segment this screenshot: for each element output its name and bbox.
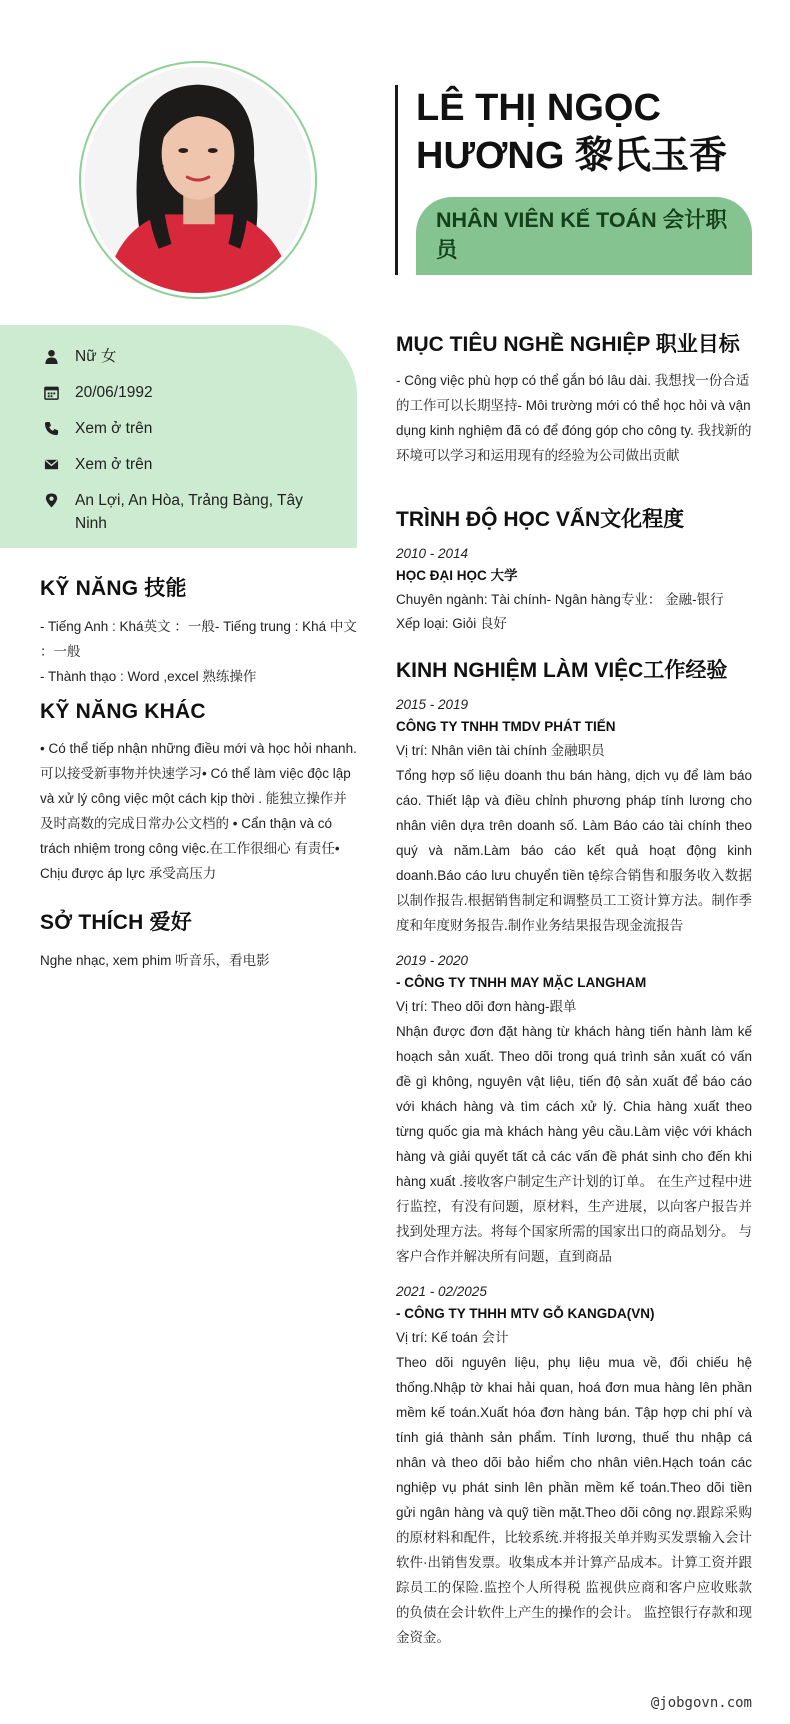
job-company: - CÔNG TY TNHH MAY MẶC LANGHAM bbox=[396, 975, 647, 990]
education-section bbox=[396, 503, 752, 636]
job-position: Vị trí: Nhân viên tài chính 金融职员 bbox=[396, 743, 605, 758]
contact-gender: Nữ 女 bbox=[44, 345, 357, 368]
education-heading: TRÌNH ĐỘ HỌC VẤN文化程度 bbox=[396, 508, 685, 531]
job-company: - CÔNG TY THHH MTV GỖ KANGDA(VN) bbox=[396, 1306, 655, 1321]
person-icon bbox=[44, 345, 64, 368]
contact-phone: Xem ở trên bbox=[44, 417, 357, 440]
mail-icon bbox=[44, 453, 64, 476]
contact-birthdate: 20/06/1992 bbox=[44, 381, 357, 404]
contact-email: Xem ở trên bbox=[44, 453, 357, 476]
experience-section bbox=[396, 654, 752, 1650]
hobbies-heading: SỞ THÍCH 爱好 bbox=[40, 911, 192, 934]
location-pin-icon bbox=[44, 489, 64, 512]
job-entry bbox=[396, 694, 752, 938]
objective-text: - Công việc phù hợp có thể gắn bó lâu dài. 我想找一份合适的工作可以长期坚持- Môi trường mới có thể học hỏi và vận dụng kinh nghiệm đã có để đóng góp cho công ty. 我找新的环境可以学习和运用现有的经验为公司做出贡献 bbox=[396, 373, 752, 463]
avatar bbox=[85, 67, 311, 293]
skills-section bbox=[40, 572, 360, 689]
watermark: @jobgovn.com bbox=[650, 1695, 752, 1711]
job-description: Theo dõi nguyên liệu, phụ liệu mua về, đối chiếu hệ thống.Nhập tờ khai hải quan, hoá đơn mua hàng lên phần mềm kế toán.Xuất hóa đơn hàng bán. Tập hợp chi phí và tính giá thành sản phẩm. Tính lương, thuế thu nhập cá nhân và theo dõi bảo hiểm cho nhân viên.Hạch toán các nghiệp vụ phát sinh lên phần mềm kế toán.Theo dõi tiền gửi ngân hàng và quỹ tiền mặt.Theo dõi công nợ.跟踪采购的原材料和配件，比较系统.并将报关单并购买发票输入会计软件·出销售发票。收集成本并计算产品成本。计算工资并跟踪员工的保险.监控个人所得税 监视供应商和客户应收账款的负债在会计软件上产生的操作的会计。 监控银行存款和现金资金。 bbox=[396, 1355, 752, 1645]
job-company: CÔNG TY TNHH TMDV PHÁT TIẾN bbox=[396, 719, 616, 734]
calendar-icon bbox=[44, 381, 64, 404]
other-skills-text: • Có thể tiếp nhận những điều mới và học hỏi nhanh. 可以接受新事物并快速学习• Có thể làm việc độc lập và xử lý công việc một cách kịp thời . 能独立操作并及时高数的完成日常办公文档的 • Cẩn thận và có trách nhiệm trong công việc.在工作很细心 有责任• Chịu được áp lực 承受高压力 bbox=[40, 741, 357, 881]
job-entry bbox=[396, 950, 752, 1269]
job-description: Tổng hợp số liệu doanh thu bán hàng, dịch vụ để làm báo cáo. Thiết lập và điều chỉnh phương pháp tính lương cho nhân viên dựa trên doanh số. Làm Báo cáo tài chính theo quý và năm.Làm báo cáo kết quả hoạt động kinh doanh.Báo cáo lưu chuyển tiền tệ综合销售和服务收入数据以制作报告.根据销售制定和调整员工工资计算方法。制作季度和年度财务报告.制作业务结果报告现金流报告 bbox=[396, 768, 752, 933]
skills-line: - Tiếng Anh : Khá英文 ：一般- Tiếng trung : Khá 中文 ：一般 bbox=[40, 619, 357, 659]
education-major: Chuyên ngành: Tài chính- Ngân hàng专业： 金融-银行 bbox=[396, 592, 724, 607]
job-date: 2021 - 02/2025 bbox=[396, 1284, 487, 1299]
contact-panel bbox=[0, 325, 357, 548]
candidate-name: LÊ THỊ NGỌC HƯƠNG 黎氏玉香 bbox=[416, 87, 727, 177]
hobbies-text: Nghe nhạc, xem phim 听音乐，看电影 bbox=[40, 953, 270, 968]
contact-address: An Lợi, An Hòa, Trảng Bàng, Tây Ninh bbox=[44, 489, 357, 535]
objective-heading: MỤC TIÊU NGHỀ NGHIỆP 职业目标 bbox=[396, 333, 740, 356]
skills-heading: KỸ NĂNG 技能 bbox=[40, 577, 187, 600]
objective-section bbox=[396, 328, 752, 468]
experience-heading: KINH NGHIỆM LÀM VIỆC工作经验 bbox=[396, 659, 728, 682]
job-title: NHÂN VIÊN KẾ TOÁN 会计职员 bbox=[416, 197, 752, 275]
header-divider bbox=[395, 85, 398, 275]
job-description: Nhận được đơn đặt hàng từ khách hàng tiến hành làm kế hoạch sản xuất. Theo dõi trong quá trình sản xuất có vấn đề gì không, nguyên vật liệu, tiến độ sản xuất để báo cáo với khách hàng và tìm cách xử lý. Chia hàng xuất theo từng quốc gia mà khách hàng yêu cầu.Làm việc với khách hàng và giải quyết tất cả các vấn đề phát sinh cho đến khi hàng xuất .接收客户制定生产计划的订单。 在生产过程中进行监控，有没有问题，原材料，生产进展，以向客户报告并找到处理方法。将每个国家所需的国家出口的商品划分。 与客户合作并解决所有问题，直到商品 bbox=[396, 1024, 752, 1264]
education-grade: Xếp loại: Giỏi 良好 bbox=[396, 616, 508, 631]
job-position: Vị trí: Kế toán 会计 bbox=[396, 1330, 509, 1345]
job-entry bbox=[396, 1281, 752, 1650]
education-school: HỌC ĐẠI HỌC 大学 bbox=[396, 568, 518, 583]
phone-icon bbox=[44, 417, 64, 440]
other-skills-section bbox=[40, 700, 360, 886]
job-date: 2019 - 2020 bbox=[396, 953, 469, 968]
job-date: 2015 - 2019 bbox=[396, 697, 469, 712]
hobbies-section bbox=[40, 906, 360, 973]
other-skills-heading: KỸ NĂNG KHÁC bbox=[40, 700, 206, 723]
avatar-frame bbox=[79, 61, 317, 299]
skills-line: - Thành thạo : Word ,excel 熟练操作 bbox=[40, 669, 257, 684]
job-position: Vị trí: Theo dõi đơn hàng-跟单 bbox=[396, 999, 577, 1014]
education-date: 2010 - 2014 bbox=[396, 546, 469, 561]
